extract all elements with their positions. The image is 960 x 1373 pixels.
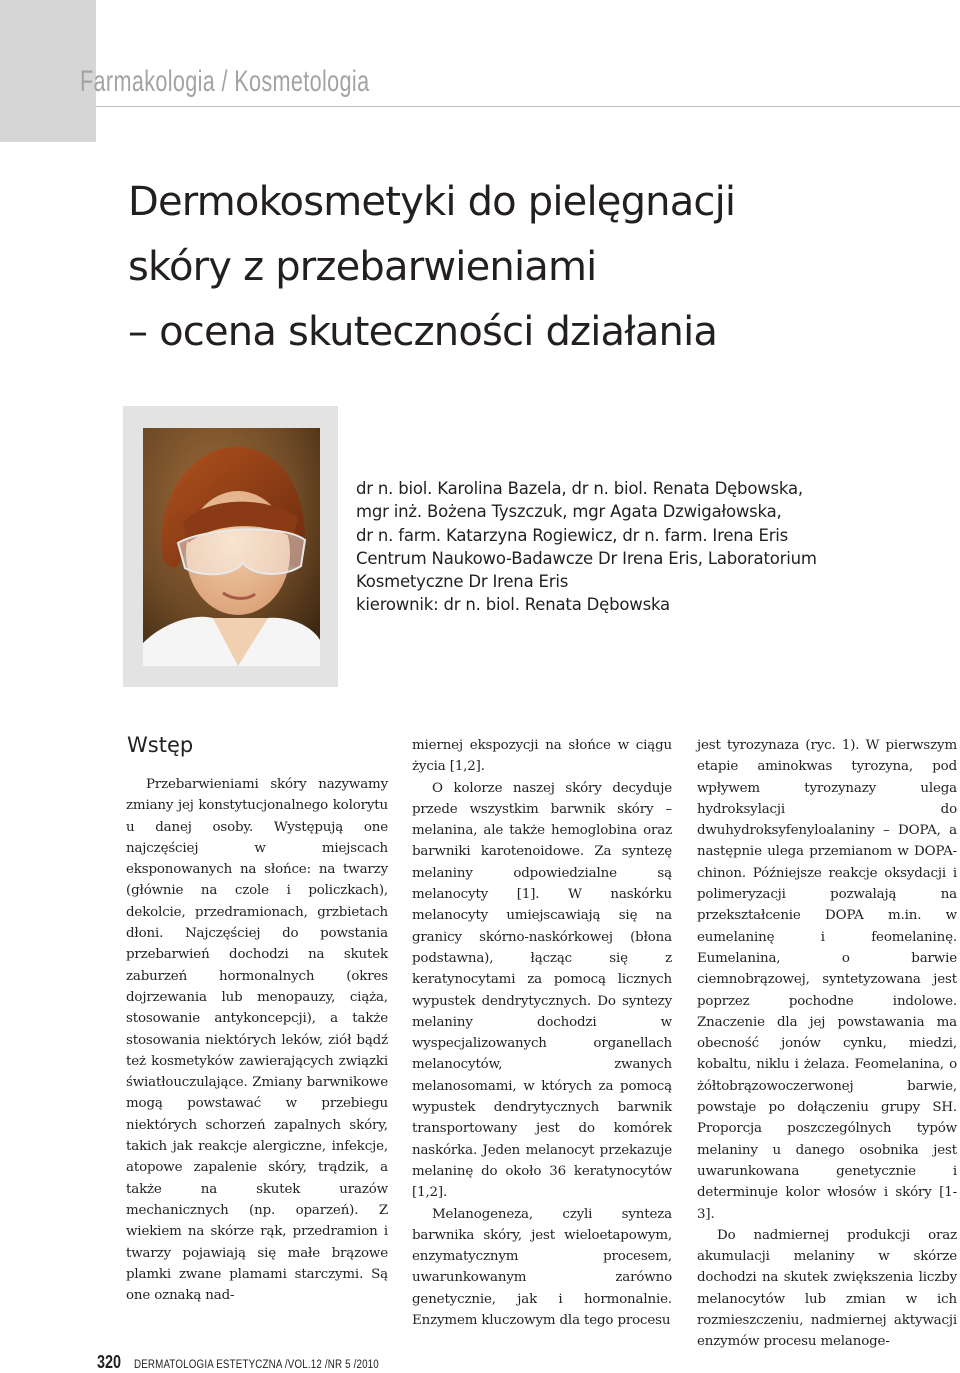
title-line: – ocena skuteczności działania bbox=[128, 309, 718, 355]
author-line: mgr inż. Bożena Tyszczuk, mgr Agata Dzwigałowska, bbox=[356, 502, 782, 522]
title-line: skóry z przebarwieniami bbox=[128, 244, 597, 290]
text-column-2 bbox=[412, 735, 672, 1331]
paragraph: O kolorze naszej skóry decyduje przede wszystkim barwnik skóry – melanina, ale także hemoglobina oraz barwniki karotenoidowe. Za syntezę melaniny odpowiedzialne są melanocyty [1]. W naskórku melanocyty umiejscawiają się na granicy skórno-naskórkowej (błona podstawna), łącząc się z keratynocytami za pomocą licznych wypustek dendrytycznych. Do syntezy melaniny dochodzi w wyspecjalizowanych organellach melanocytów, zwanych melanosomami, w których za pomocą wypustek dendrytycznych barwnik transportowany jest do komórek naskórka. Jeden melanocyt przekazuje melaninę do około 36 keratynocytów [1,2]. bbox=[412, 780, 672, 1201]
paragraph: Do nadmiernej produkcji oraz akumulacji melaniny w skórze dochodzi na skutek zwiększenia liczby melanocytów lub zmian w ich rozmieszczeniu, nadmiernej aktywacji enzymów procesu melanoge- bbox=[697, 1227, 957, 1350]
paragraph: jest tyrozynaza (ryc. 1). W pierwszym etapie aminokwas tyrozyna, pod wpływem tyrozynazy ulega hydroksylacji do dwuhydroksyfenyloalaniny – DOPA, a następnie ulega przemianom w DOPA-chinon. Późniejsze reakcje oksydacji i polimeryzacji pozwalają na przekształcenie DOPA m.in. w eumelaninę i feomelaninę. Eumelanina, o barwie ciemnobrązowej, syntetyzowana jest poprzez pochodne indolowe. Znaczenie dla jej powstawania ma obecność jonów cynku, miedzi, kobaltu, niklu i żelaza. Feomelanina, o żółtobrązowoczerwonej barwie, powstaje po dołączeniu grupy SH. Proporcja poszczególnych typów melaniny u danego osobnika jest uwarunkowana genetycznie i determinuje kolor włosów i skóry [1-3]. bbox=[697, 738, 957, 1222]
section-header-label: Farmakologia / Kosmetologia bbox=[80, 65, 370, 98]
author-line: dr n. farm. Katarzyna Rogiewicz, dr n. farm. Irena Eris bbox=[356, 525, 789, 545]
paragraph: Melanogeneza, czyli synteza barwnika skóry, jest wieloetapowym, enzymatycznym procesem, uwarunkowanym zarówno genetycznie, jak i hormonalnie. Enzymem kluczowym dla tego procesu bbox=[412, 1206, 672, 1329]
header-rule bbox=[96, 106, 960, 107]
author-line: dr n. biol. Karolina Bazela, dr n. biol. Renata Dębowska, bbox=[356, 479, 803, 498]
section-title: Wstęp bbox=[127, 733, 194, 757]
author-list bbox=[356, 477, 936, 617]
journal-name: DERMATOLOGIA ESTETYCZNA /VOL.12 /NR 5 /2010 bbox=[133, 1359, 379, 1371]
section-header bbox=[80, 58, 482, 106]
author-photo bbox=[143, 428, 320, 666]
head-line: kierownik: dr n. biol. Renata Dębowska bbox=[356, 595, 670, 615]
affiliation-line: Centrum Naukowo-Badawcze Dr Irena Eris, Laboratorium bbox=[356, 548, 817, 568]
paragraph: Przebarwieniami skóry nazywamy zmiany jej konstytucjonalnego kolorytu u danej osoby. Występują one najczęściej w miejscach eksponowanych na słońce: na twarzy (głównie na czole i policzkach), dekolcie, przedramionach, grzbietach dłoni. Najczęściej do powstania przebarwień dochodzi na skutek zaburzeń hormonalnych (okres dojrzewania lub menopauzy, ciąża, stosowanie antykoncepcji), a także stosowania niektórych leków, ziół bądź też kosmetyków zawierających związki światłouczulające. Zmiany barwnikowe mogą powstawać w przebiegu niektórych schorzeń zapalnych skóry, takich jak reakcje alergiczne, infekcje, atopowe zapalenie skóry, trądzik, a także na skutek urazów mechanicznych (np. oparzeń). Z wiekiem na skórze rąk, przedramion i twarzy pojawiają się małe brązowe plamki zwane plamami starczymi. Są one oznaką nad- bbox=[126, 777, 388, 1304]
article-title bbox=[128, 170, 908, 365]
text-column-1 bbox=[126, 774, 388, 1306]
page-number: 320 bbox=[97, 1352, 122, 1372]
paragraph: miernej ekspozycji na słońce w ciągu życia [1,2]. bbox=[412, 738, 672, 775]
text-column-3 bbox=[697, 735, 957, 1353]
page-footer bbox=[97, 1352, 422, 1373]
title-line: Dermokosmetyki do pielęgnacji bbox=[128, 179, 736, 225]
affiliation-line: Kosmetyczne Dr Irena Eris bbox=[356, 572, 569, 592]
